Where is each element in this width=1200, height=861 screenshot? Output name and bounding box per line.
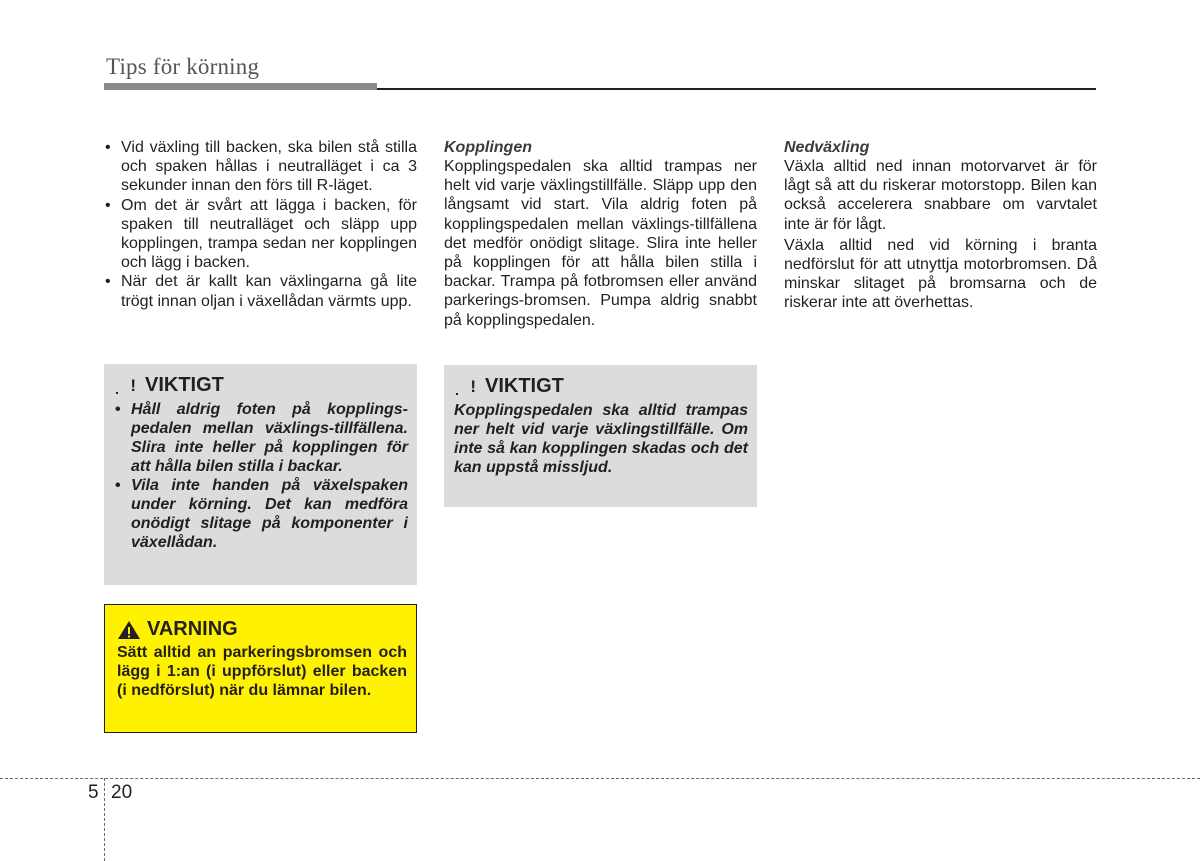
list-item: • Om det är svårt att lägga i backen, för spaken till neutralläget och släpp upp kopplingen, trampa sedan ner kopplingen och lägg i backen.: [104, 196, 417, 273]
list-item: • Vid växling till backen, ska bilen stå stilla och spaken hållas i neutralläget i ca 3 sekunder innan den förs till R-läget.: [104, 138, 417, 196]
section-paragraph: Växla alltid ned vid körning i branta nedförslut för att utnyttja motorbromsen. Då minskar slitaget på bromsarna och de riskerar inte att överhettas.: [784, 236, 1097, 312]
footer-divider: [0, 778, 1200, 779]
section-paragraph: Växla alltid ned innan motorvarvet är för lågt så att du riskerar motorstopp. Bilen kan också accelerera snabbare om varvtalet inte är för lågt.: [784, 158, 1097, 233]
list-item: • När det är kallt kan växlingarna gå lite trögt innan oljan i växellådan värmts upp.: [104, 272, 417, 310]
page-number: 20: [111, 782, 133, 803]
note-text: Kopplingspedalen ska alltid trampas ner helt vid varje växlingstillfälle. Om inte så kan kopplingen skadas och det kan uppstå missljud.: [454, 402, 748, 476]
section-heading: Nedväxling: [784, 139, 870, 156]
chapter-number: 5: [88, 782, 99, 803]
page-title: Tips för körning: [106, 54, 260, 79]
exclamation-icon: !: [454, 377, 476, 397]
important-note-box: [104, 364, 417, 585]
column-middle: [444, 138, 757, 330]
note-heading: [454, 375, 748, 398]
column-left: [104, 138, 417, 311]
list-item: • Håll aldrig foten på kopplings-pedalen mellan växlings-tillfällena. Slira inte heller på kopplingen för att hålla bilen stilla i backar.: [114, 400, 408, 476]
note-heading: [114, 374, 408, 397]
exclamation-icon: !: [114, 376, 136, 396]
warning-text: Sätt alltid an parkeringsbromsen och lägg i 1:an (i uppförslut) eller backen (i nedförslut) när du lämnar bilen.: [117, 644, 407, 699]
important-note-box: [444, 365, 757, 507]
section-heading: Kopplingen: [444, 139, 532, 156]
section-text: Kopplingspedalen ska alltid trampas ner helt vid varje växlingstillfälle. Släpp upp den långsamt vid start. Vila aldrig foten på kopplingspedalen mellan växlings-tillfällena det medför onödigt slitage. Slira inte heller på kopplingen för att hålla bilen stilla i backar. Trampa på fotbromsen eller använd parkerings-bromsen. Pumpa aldrig snabbt på kopplingspedalen.: [444, 158, 757, 329]
warning-box: [104, 604, 417, 733]
list-item: • Vila inte handen på växelspaken under körning. Det kan medföra onödigt slitage på komponenter i växellådan.: [114, 476, 408, 552]
warning-heading-label: VARNING: [147, 618, 238, 640]
note-heading-label: VIKTIGT: [485, 375, 564, 397]
warning-heading: [117, 618, 407, 641]
footer-margin-line: [104, 778, 105, 861]
gear-tips-list: [104, 138, 417, 311]
column-right: [784, 138, 1097, 313]
note-heading-label: VIKTIGT: [145, 374, 224, 396]
note-list: [114, 400, 408, 552]
header-accent-bar: [104, 83, 377, 90]
warning-triangle-icon: [117, 620, 141, 640]
